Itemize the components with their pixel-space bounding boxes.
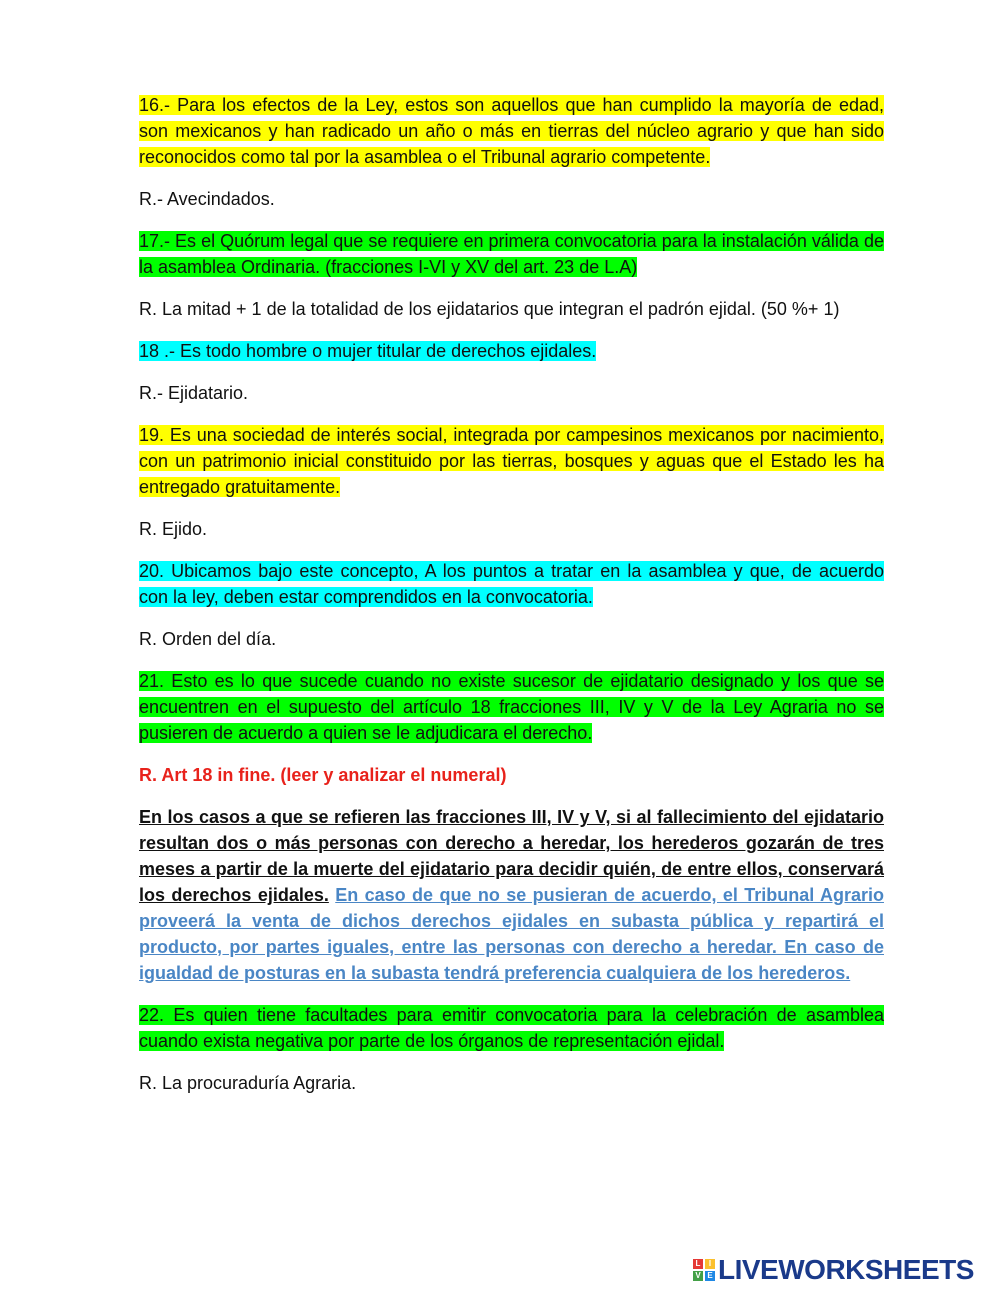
question-19-text: 19. Es una sociedad de interés social, integrada por campesinos mexicanos por nacimiento, con un patrimonio inicial constituido por las tierras, bosques y aguas que el Estado les ha entregado gratuitamente. (139, 425, 884, 497)
question-21 (139, 668, 884, 746)
worksheet-page (139, 92, 884, 1112)
answer-18: R.- Ejidatario. (139, 383, 249, 403)
logo-mark-l: L (693, 1259, 703, 1269)
question-19 (139, 422, 884, 500)
answer-19: R. Ejido. (139, 519, 208, 539)
answer-20: R. Orden del día. (139, 629, 277, 649)
question-21-text: 21. Esto es lo que sucede cuando no existe sucesor de ejidatario designado y los que se encuentren en el supuesto del artículo 18 fracciones III, IV y V de la Ley Agraria no se pusieren de acuerdo a quien se le adjudicara el derecho. (139, 671, 884, 743)
question-18 (139, 338, 884, 364)
question-16-text: 16.- Para los efectos de la Ley, estos son aquellos que han cumplido la mayoría de edad, son mexicanos y han radicado un año o más en tierras del núcleo agrario y que han sido reconocidos como tal por la asamblea o el Tribunal agrario competente. (139, 95, 884, 167)
question-16 (139, 92, 884, 170)
legal-excerpt-main: En los casos a que se refieren las fracciones III, IV y V, si al fallecimiento del ejidatario resultan dos o más personas con derecho a heredar, los herederos gozarán de tres meses a partir de la muerte del ejidatario para decidir quién, de entre ellos, conservará los derechos ejidales. (139, 807, 884, 905)
answer-21: R. Art 18 in fine. (leer y analizar el numeral) (139, 765, 507, 785)
logo-mark-icon (693, 1259, 715, 1281)
logo-mark-e: E (705, 1271, 715, 1281)
answer-17: R. La mitad + 1 de la totalidad de los ejidatarios que integran el padrón ejidal. (50 %+ 1) (139, 299, 840, 319)
question-22 (139, 1002, 884, 1054)
legal-excerpt-highlight: En caso de que no se pusieran de acuerdo, el Tribunal Agrario proveerá la venta de dichos derechos ejidales en subasta pública y repartirá el producto, por partes iguales, entre las personas con derecho a heredar. En caso de igualdad de posturas en la subasta tendrá preferencia cualquiera de los herederos. (139, 885, 884, 983)
question-17 (139, 228, 884, 280)
question-18-text: 18 .- Es todo hombre o mujer titular de derechos ejidales. (139, 341, 597, 361)
question-17-text: 17.- Es el Quórum legal que se requiere en primera convocatoria para la instalación válida de la asamblea Ordinaria. (fracciones I-VI y XV del art. 23 de L.A) (139, 231, 884, 277)
logo-text: LIVEWORKSHEETS (718, 1254, 974, 1285)
question-20-text: 20. Ubicamos bajo este concepto, A los puntos a tratar en la asamblea y que, de acuerdo con la ley, deben estar comprendidos en la convocatoria. (139, 561, 884, 607)
question-22-text: 22. Es quien tiene facultades para emitir convocatoria para la celebración de asamblea cuando exista negativa por parte de los órganos de representación ejidal. (139, 1005, 884, 1051)
legal-excerpt (139, 804, 884, 986)
logo-mark-i: I (705, 1259, 715, 1269)
liveworksheets-logo (693, 1255, 974, 1285)
logo-mark-v: V (693, 1271, 703, 1281)
answer-22: R. La procuraduría Agraria. (139, 1073, 357, 1093)
question-20 (139, 558, 884, 610)
answer-16: R.- Avecindados. (139, 189, 275, 209)
